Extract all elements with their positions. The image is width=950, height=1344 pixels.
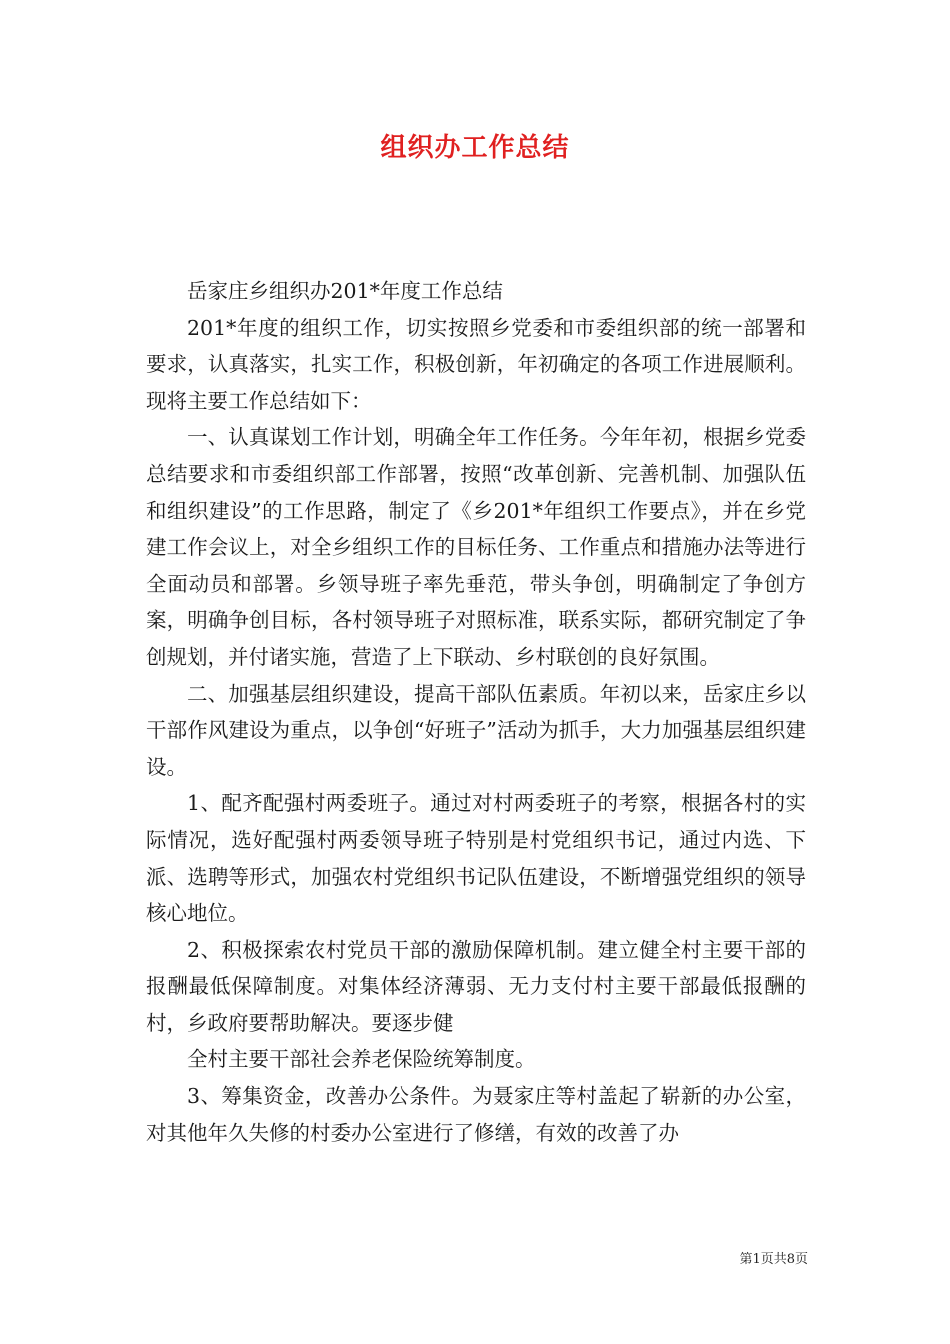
paragraph-section-1: 一、认真谋划工作计划，明确全年工作任务。今年年初，根据乡党委总结要求和市委组织部工作部署，按照“改革创新、完善机制、加强队伍和组织建设”的工作思路，制定了《乡201*年组织工作要点》，并在乡党建工作会议上，对全乡组织工作的目标任务、工作重点和措施办法等进行全面动员和部署。乡领导班子率先垂范，带头争创，明确制定了争创方案，明确争创目标，各村领导班子对照标准，联系实际，都研究制定了争创规划，并付诸实施，营造了上下联动、乡村联创的良好氛围。	[146, 425, 806, 669]
paragraph-item-3: 3、筹集资金，改善办公条件。为聂家庄等村盖起了崭新的办公室，对其他年久失修的村委办公室进行了修缮，有效的改善了办	[146, 1084, 806, 1145]
document-title: 组织办工作总结	[380, 133, 570, 163]
paragraph-section-2: 二、加强基层组织建设，提高干部队伍素质。年初以来，岳家庄乡以干部作风建设为重点，以争创“好班子”活动为抓手，大力加强基层组织建设。	[146, 681, 806, 779]
paragraph-item-1: 1、配齐配强村两委班子。通过对村两委班子的考察，根据各村的实际情况，选好配强村两委领导班子特别是村党组织书记，通过内选、下派、选聘等形式，加强农村党组织书记队伍建设，不断增强党组织的领导核心地位。	[146, 791, 806, 926]
paragraph-item-2: 2、积极探索农村党员干部的激励保障机制。建立健全村主要干部的报酬最低保障制度。对集体经济薄弱、无力支付村主要干部最低报酬的村，乡政府要帮助解决。要逐步健	[146, 937, 806, 1035]
document-body	[146, 273, 806, 1151]
paragraph-intro: 201*年度的组织工作，切实按照乡党委和市委组织部的统一部署和要求，认真落实，扎实工作，积极创新，年初确定的各项工作进展顺利。现将主要工作总结如下：	[146, 315, 806, 413]
paragraph-item-2-cont: 全村主要干部社会养老保险统筹制度。	[187, 1047, 536, 1072]
paragraph-heading: 岳家庄乡组织办201*年度工作总结	[187, 279, 503, 303]
page-number: 第1页共8页	[739, 1252, 808, 1267]
